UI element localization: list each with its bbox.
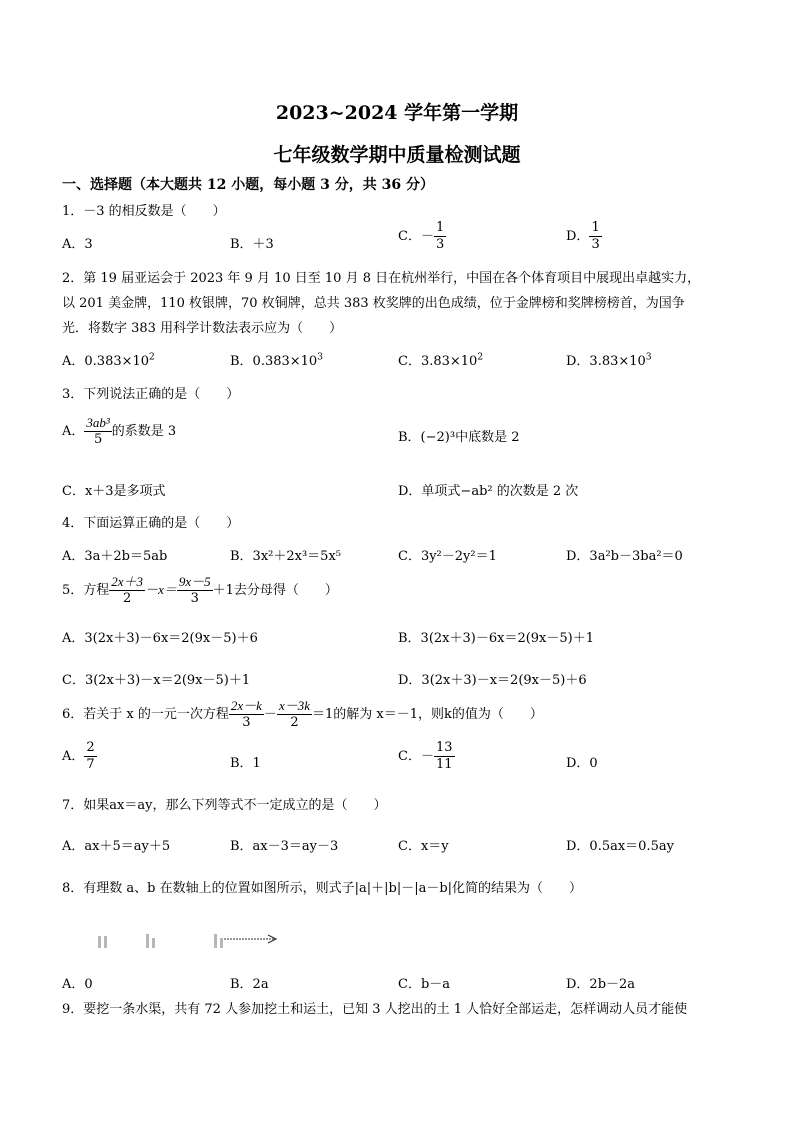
q2-line1: 2．第 19 届亚运会于 2023 年 9 月 10 日至 10 月 8 日在杭州举行，中国在各个体育项目中展现出卓越实力， <box>62 271 701 286</box>
q6-stem: 6．若关于 x 的一元一次方程 $\frac{2x-k}{3}$ － $\frac{x-3k}{2}$ ＝1的解为 x＝－1，则k的值为（ ） <box>62 698 543 730</box>
q9-line1: 9．要挖一条水渠，共有 72 人参加挖土和运土，已知 3 人挖出的土 1 人恰好全部运走，怎样调动人员才能使 <box>62 1002 688 1017</box>
q4-option-a: A．3a＋2b＝5ab <box>62 549 168 564</box>
q3-option-a: A． $\frac{\text{3ab³}}{5}$ 的系数是 3 <box>62 415 177 447</box>
q8-stem: 8．有理数 a、b 在数轴上的位置如图所示，则式子|a|＋|b|－|a－b|化简的结果为（ ） <box>62 881 583 896</box>
q1-option-b: B．＋3 <box>230 237 274 252</box>
q2-line3: 光．将数字 383 用科学计数法表示应为（ ） <box>62 321 343 336</box>
q8-option-b: B．2a <box>230 977 269 992</box>
q8-option-c: C．b－a <box>398 977 451 992</box>
q1-option-c: C．－ $\frac{1}{3}$ <box>398 220 445 252</box>
q4-option-c: C．3y²－2y²＝1 <box>398 549 497 564</box>
q6-option-c: C．－ $\frac{13}{11}$ <box>398 740 453 772</box>
q2-line2: 以 201 美金牌，110 枚银牌，70 枚铜牌，总共 383 枚奖牌的出色成绩，位于金牌榜和奖牌榜榜首，为国争 <box>62 296 685 311</box>
q2-option-d: D．$3.83\times 10^3$ <box>566 352 652 369</box>
q3-stem: 3．下列说法正确的是（ ） <box>62 387 240 402</box>
q2-option-c: C．$3.83\times 10^2$ <box>398 352 484 369</box>
q8-option-a: A．0 <box>62 977 93 992</box>
exam-title: 七年级数学期中质量检测试题 <box>273 144 521 166</box>
q6-option-a: A． $\frac{2}{7}$ <box>62 740 95 772</box>
q5-option-b: B．3(2x＋3)－6x＝2(9x－5)＋1 <box>398 631 595 646</box>
q5-stem: 5．方程 $\frac{2x+3}{2}$ －x＝ $\frac{9x-5}{3}$ ＋1去分母得（ ） <box>62 574 338 606</box>
q6-option-d: D．0 <box>566 756 598 771</box>
q2-option-a: A．$0.383\times 10^2$ <box>62 352 155 369</box>
q3-option-b: B．(−2)³中底数是 2 <box>398 430 520 445</box>
q7-option-d: D．0.5ax＝0.5ay <box>566 839 674 854</box>
q5-option-c: C．3(2x＋3)－x＝2(9x－5)＋1 <box>62 673 251 688</box>
q5-option-d: D．3(2x＋3)－x＝2(9x－5)＋6 <box>398 673 587 688</box>
q3-option-c: C．x＋3是多项式 <box>62 484 166 499</box>
q2-option-b: B．$0.383\times 10^3$ <box>230 352 323 369</box>
q6-option-b: B．1 <box>230 756 261 771</box>
q7-stem: 7．如果ax＝ay，那么下列等式不一定成立的是（ ） <box>62 798 387 813</box>
number-line-marks <box>98 934 223 948</box>
q3-option-d: D．单项式−ab² 的次数是 2 次 <box>398 484 579 499</box>
q4-option-d: D．3a²b－3ba²＝0 <box>566 549 683 564</box>
q7-option-c: C．x＝y <box>398 839 449 854</box>
q1-option-a: A．3 <box>62 237 93 252</box>
number-line-figure <box>88 928 288 954</box>
q4-stem: 4．下面运算正确的是（ ） <box>62 516 240 531</box>
q1-option-d: D． $\frac{1}{3}$ <box>566 220 600 252</box>
q4-option-b: B．3x²＋2x³＝5x⁵ <box>230 549 341 564</box>
q7-option-a: A．ax＋5＝ay＋5 <box>62 839 171 854</box>
q1-stem: 1．－3 的相反数是（ ） <box>62 204 226 219</box>
q7-option-b: B．ax－3＝ay－3 <box>230 839 339 854</box>
q5-option-a: A．3(2x＋3)－6x＝2(9x－5)＋6 <box>62 631 258 646</box>
q8-option-d: D．2b－2a <box>566 977 636 992</box>
exam-year-title: 2023~2024 学年第一学期 <box>275 102 519 124</box>
section-heading: 一、选择题（本大题共 12 小题，每小题 3 分，共 36 分） <box>62 177 434 193</box>
